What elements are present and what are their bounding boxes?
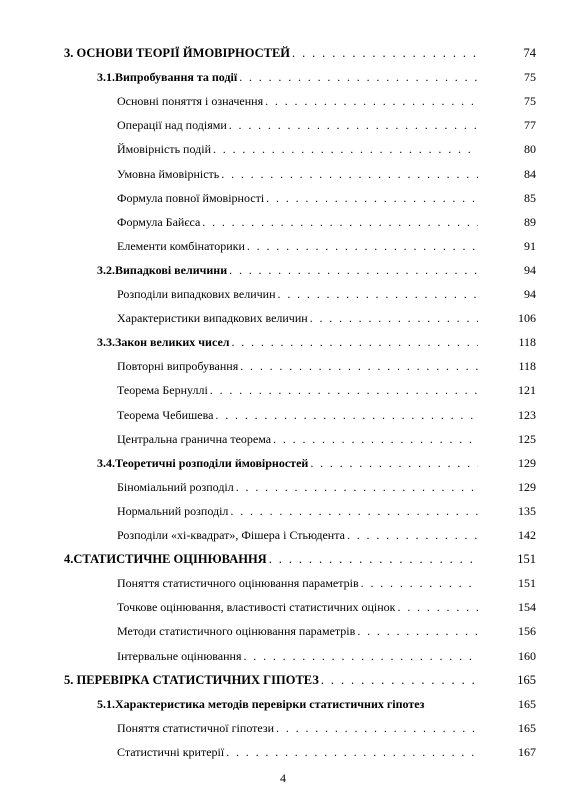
toc-entry-title: 5.1.Характеристика методів перевірки статистичних гіпотез (97, 696, 425, 711)
toc-entry-page: 125 (518, 431, 536, 446)
toc-leader-dots (278, 285, 478, 303)
toc-leader-dots (202, 213, 478, 231)
toc-leader-dots (240, 357, 478, 375)
toc-leader-dots (247, 237, 478, 255)
toc-entry[interactable] (64, 44, 536, 62)
toc-entry-title: Формула Байєса (117, 214, 201, 229)
toc-leader-dots (232, 333, 479, 351)
toc-leader-dots (398, 598, 478, 616)
toc-entry-page: 165 (518, 720, 536, 735)
toc-entry-page: 85 (524, 190, 536, 205)
toc-leader-dots (215, 406, 478, 424)
toc-leader-dots (236, 478, 478, 496)
toc-entry[interactable] (97, 261, 536, 279)
toc-entry[interactable] (117, 430, 536, 448)
toc-entry-title: Нормальний розподіл (117, 503, 229, 518)
toc-entry[interactable] (117, 719, 536, 737)
toc-entry[interactable] (117, 526, 536, 544)
toc-entry[interactable] (117, 309, 536, 327)
toc-entry-title: Умовна ймовірність (117, 166, 220, 181)
toc-entry-title: Методи статистичного оцінювання параметрів (117, 624, 356, 639)
toc-leader-dots (321, 671, 478, 689)
toc-entry-title: Інтервальне оцінювання (117, 648, 242, 663)
toc-entry[interactable] (117, 381, 536, 399)
toc-leader-dots (266, 189, 478, 207)
toc-entry-page: 84 (524, 166, 536, 181)
toc-entry-page: 94 (524, 287, 536, 301)
toc-entry-title: 5. ПЕРЕВІРКА СТАТИСТИЧНИХ ГІПОТЕЗ (64, 672, 319, 687)
toc-entry[interactable] (117, 213, 536, 231)
toc-entry-page: 89 (524, 214, 536, 229)
toc-entry-page: 154 (518, 600, 536, 615)
toc-entry[interactable] (117, 92, 536, 110)
toc-entry[interactable] (117, 165, 536, 183)
toc-entry-title: Теорема Бернуллі (117, 383, 208, 398)
toc-entry-title: 3.2.Випадкові величини (97, 262, 228, 277)
toc-leader-dots (213, 140, 478, 158)
toc-leader-dots (265, 92, 478, 110)
toc-entry-page: 77 (524, 118, 536, 133)
toc-entry-page: 160 (518, 648, 536, 663)
toc-entry-title: 3.1.Випробування та події (97, 70, 238, 85)
toc-entry[interactable] (117, 116, 536, 134)
toc-entry-title: Формула повної ймовірності (117, 190, 265, 205)
toc-leader-dots (276, 719, 478, 737)
toc-leader-dots (229, 116, 478, 134)
toc-entry-title: Повторні випробування (117, 359, 239, 374)
page-number: 4 (280, 771, 286, 785)
toc-entry-page: 151 (518, 576, 536, 591)
toc-entry[interactable] (117, 743, 536, 761)
toc-entry-page: 165 (517, 672, 536, 687)
toc-entry[interactable] (64, 671, 536, 689)
toc-entry[interactable] (97, 333, 536, 351)
toc-entry-page: 94 (524, 262, 536, 277)
toc-entry-title: Центральна гранична теорема (117, 431, 272, 446)
toc-entry[interactable] (97, 68, 536, 86)
toc-entry[interactable] (117, 237, 536, 255)
toc-entry[interactable] (117, 502, 536, 520)
toc-entry-page: 129 (518, 455, 536, 470)
toc-entry[interactable] (117, 574, 536, 592)
toc-entry-title: Ймовірність подій (117, 142, 211, 157)
toc-entry-page: 167 (518, 744, 536, 759)
toc-entry-page: 118 (518, 359, 536, 374)
toc-leader-dots (357, 622, 478, 640)
toc-entry[interactable] (117, 140, 536, 158)
toc-entry[interactable] (117, 598, 536, 616)
toc-entry-title: Біноміальний розподіл (117, 479, 234, 494)
toc-entry[interactable] (97, 454, 536, 472)
toc-entry-page: 106 (518, 311, 536, 326)
toc-leader-dots (229, 261, 478, 279)
toc-leader-dots (273, 430, 478, 448)
toc-entry[interactable] (64, 550, 536, 568)
toc-entry-page: 156 (518, 624, 536, 639)
toc-leader-dots (239, 68, 478, 86)
toc-entry-page: 142 (518, 528, 536, 542)
toc-entry[interactable] (117, 622, 536, 640)
toc-leader-dots (310, 454, 478, 472)
toc-entry-title: Точкове оцінювання, властивості статистичних оцінок (117, 600, 396, 615)
toc-entry[interactable] (117, 647, 536, 665)
toc-entry-title: Поняття статистичної гіпотези (117, 720, 275, 735)
toc-entry-page: 80 (524, 142, 536, 157)
toc-entry-page: 165 (518, 696, 536, 711)
toc-leader-dots (210, 381, 478, 399)
toc-leader-dots (361, 574, 478, 592)
toc-entry-page: 129 (518, 479, 536, 494)
toc-entry[interactable] (117, 357, 536, 375)
toc-entry-page: 118 (518, 335, 536, 350)
toc-leader-dots (347, 526, 478, 544)
toc-entry-page: 121 (518, 383, 536, 398)
toc-entry-title: 3.3.Закон великих чисел (97, 335, 230, 350)
toc-entry-page: 135 (518, 503, 536, 518)
toc-entry-title: Розподіли випадкових величин (117, 287, 276, 301)
toc-entry-title: 3.4.Теоретичні розподіли ймовірностей (97, 455, 309, 470)
toc-leader-dots (230, 502, 478, 520)
toc-leader-dots (292, 44, 478, 62)
toc-entry-title: Елементи комбінаторики (117, 238, 245, 253)
toc-entry-title: Статистичні критерії (117, 744, 225, 759)
toc-entry-title: 4.СТАТИСТИЧНЕ ОЦІНЮВАННЯ (64, 552, 267, 567)
toc-leader-dots (226, 743, 478, 761)
toc-entry-title: 3. ОСНОВИ ТЕОРІЇ ЙМОВІРНОСТЕЙ (64, 46, 291, 60)
toc-entry-title: Основні поняття і означення (117, 94, 264, 109)
toc-entry-page: 123 (518, 407, 536, 422)
toc-entry-page: 74 (523, 46, 536, 60)
toc-entry-page: 151 (517, 552, 536, 567)
toc-entry[interactable] (117, 406, 536, 424)
toc-entry-title: Поняття статистичного оцінювання параметрів (117, 576, 359, 591)
toc-entry-page: 91 (524, 238, 536, 253)
toc-entry-page: 75 (524, 70, 536, 85)
toc-entry[interactable] (117, 285, 536, 303)
toc-entry[interactable] (117, 189, 536, 207)
toc-leader-dots (243, 647, 478, 665)
toc-entry-title: Характеристики випадкових величин (117, 311, 308, 326)
toc-entry-title: Розподіли «хі-квадрат», Фішера і Стьюдента (117, 528, 345, 542)
toc-entry[interactable] (97, 695, 536, 713)
toc-leader-dots (221, 165, 478, 183)
toc-entry-title: Теорема Чебишева (117, 407, 214, 422)
toc-entry[interactable] (117, 478, 536, 496)
toc-entry-page: 75 (524, 94, 536, 109)
toc-entry-title: Операції над подіями (117, 118, 227, 133)
toc-leader-dots (269, 550, 478, 568)
toc-leader-dots (310, 309, 478, 327)
